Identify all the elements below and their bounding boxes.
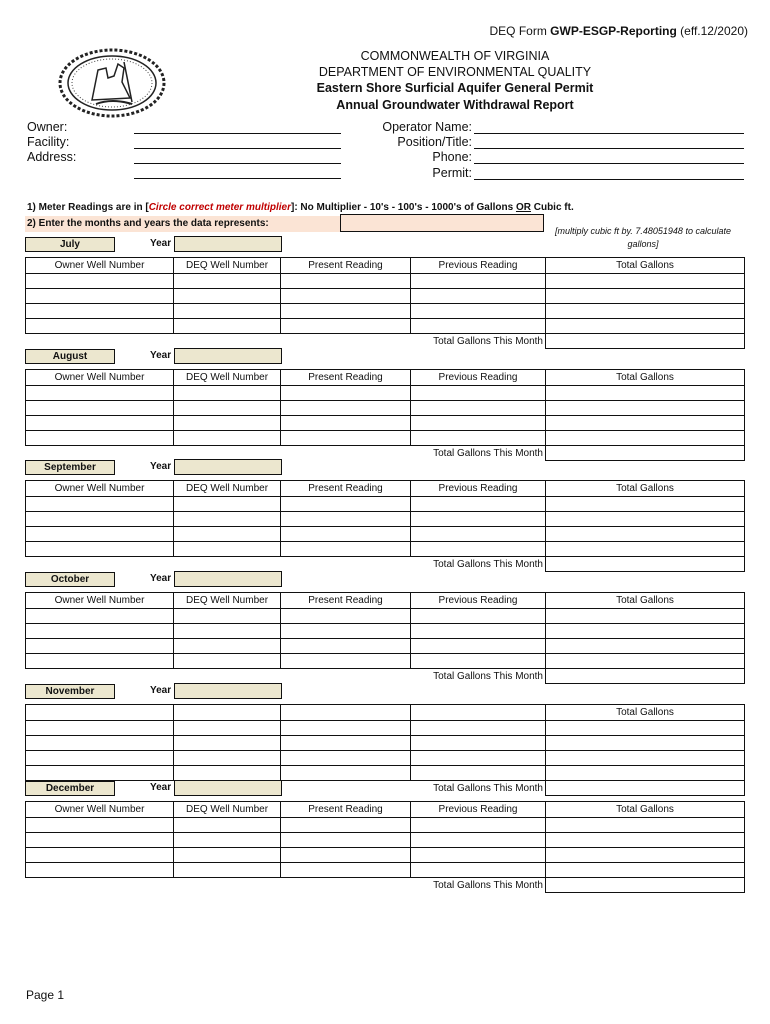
table-cell[interactable]	[281, 416, 411, 431]
table-row	[26, 818, 745, 833]
table-cell[interactable]	[174, 401, 281, 416]
table-cell[interactable]	[26, 818, 174, 833]
table-cell[interactable]	[26, 639, 174, 654]
table-row	[26, 289, 745, 304]
table-cell[interactable]	[411, 624, 546, 639]
column-header	[281, 705, 411, 721]
table-row	[26, 319, 745, 334]
table-cell[interactable]	[174, 304, 281, 319]
table-row	[26, 416, 745, 431]
table-cell[interactable]	[174, 654, 281, 669]
table-cell[interactable]	[546, 818, 745, 833]
column-header	[26, 705, 174, 721]
table-cell[interactable]	[26, 304, 174, 319]
table-cell[interactable]	[26, 863, 174, 878]
table-row	[26, 721, 745, 736]
column-header: Owner Well Number	[26, 370, 174, 386]
table-cell[interactable]	[281, 721, 411, 736]
table-cell[interactable]	[546, 497, 745, 512]
table-cell[interactable]	[26, 431, 174, 446]
year-label: Year	[150, 461, 172, 472]
table-cell[interactable]	[174, 624, 281, 639]
table-cell[interactable]	[546, 431, 745, 446]
year-label: Year	[150, 350, 172, 361]
column-header: DEQ Well Number	[174, 802, 281, 818]
table-cell[interactable]	[411, 401, 546, 416]
table-cell[interactable]	[174, 386, 281, 401]
operator-label: Operator Name:	[382, 120, 472, 134]
month-label: October	[25, 572, 115, 587]
table-cell[interactable]	[26, 542, 174, 557]
facility-field[interactable]	[134, 148, 341, 149]
table-cell[interactable]	[411, 527, 546, 542]
table-row	[26, 431, 745, 446]
table-cell[interactable]	[546, 863, 745, 878]
table-cell[interactable]	[174, 766, 281, 781]
table-row	[26, 497, 745, 512]
table-cell[interactable]	[281, 512, 411, 527]
virginia-seal-icon	[58, 48, 166, 118]
table-cell[interactable]	[26, 274, 174, 289]
total-row	[26, 446, 745, 461]
table-cell[interactable]	[411, 833, 546, 848]
table-row	[26, 624, 745, 639]
total-gallons-input[interactable]	[546, 557, 745, 572]
table-cell[interactable]	[26, 751, 174, 766]
table-cell[interactable]	[26, 319, 174, 334]
column-header: Owner Well Number	[26, 258, 174, 274]
column-header: Present Reading	[281, 593, 411, 609]
table-cell[interactable]	[26, 401, 174, 416]
table-cell[interactable]	[26, 386, 174, 401]
table-cell[interactable]	[411, 497, 546, 512]
months-years-input[interactable]	[340, 214, 544, 232]
year-label: Year	[150, 573, 172, 584]
well-table	[25, 480, 745, 572]
table-cell[interactable]	[281, 274, 411, 289]
year-label: Year	[150, 782, 172, 793]
table-row	[26, 848, 745, 863]
owner-label: Owner:	[27, 120, 68, 134]
cubic-ft-note: [multiply cubic ft by. 7.48051948 to calculate gallons]	[555, 226, 731, 249]
owner-field[interactable]	[134, 133, 341, 134]
table-cell[interactable]	[281, 431, 411, 446]
page-number: Page 1	[26, 988, 65, 1002]
table-cell[interactable]	[281, 751, 411, 766]
table-row	[26, 863, 745, 878]
column-header: Previous Reading	[411, 258, 546, 274]
table-row	[26, 527, 745, 542]
table-cell[interactable]	[411, 512, 546, 527]
table-cell[interactable]	[281, 624, 411, 639]
table-cell[interactable]	[174, 833, 281, 848]
table-cell[interactable]	[281, 863, 411, 878]
table-row	[26, 639, 745, 654]
table-cell[interactable]	[174, 431, 281, 446]
year-input[interactable]	[174, 571, 282, 587]
year-input[interactable]	[174, 236, 282, 252]
table-cell[interactable]	[281, 527, 411, 542]
table-row	[26, 751, 745, 766]
table-row	[26, 766, 745, 781]
year-input[interactable]	[174, 348, 282, 364]
total-gallons-input[interactable]	[546, 334, 745, 349]
table-cell[interactable]	[411, 386, 546, 401]
table-cell[interactable]	[26, 609, 174, 624]
header-line-1: COMMONWEALTH OF VIRGINIA	[360, 49, 550, 63]
total-gallons-label: Total Gallons This Month	[433, 558, 543, 570]
table-row	[26, 736, 745, 751]
table-cell[interactable]	[174, 319, 281, 334]
table-cell[interactable]	[411, 818, 546, 833]
table-cell[interactable]	[26, 527, 174, 542]
column-header: Total Gallons	[546, 593, 745, 609]
total-gallons-input[interactable]	[546, 446, 745, 461]
meter-instruction: 1) Meter Readings are in [Circle correct meter multiplier]: No Multiplier - 10's - 100's - 1000's of Gallons OR Cubic ft.	[27, 202, 574, 213]
table-cell[interactable]	[26, 736, 174, 751]
table-cell[interactable]	[174, 527, 281, 542]
table-header-row	[26, 481, 745, 497]
column-header: Owner Well Number	[26, 593, 174, 609]
table-cell[interactable]	[411, 848, 546, 863]
table-cell[interactable]	[281, 386, 411, 401]
table-cell[interactable]	[411, 542, 546, 557]
column-header: Present Reading	[281, 370, 411, 386]
table-header-row	[26, 370, 745, 386]
table-cell[interactable]	[411, 609, 546, 624]
table-row	[26, 609, 745, 624]
table-row	[26, 542, 745, 557]
table-cell[interactable]	[546, 319, 745, 334]
table-cell[interactable]	[26, 416, 174, 431]
table-cell[interactable]	[174, 609, 281, 624]
table-cell[interactable]	[26, 721, 174, 736]
table-cell[interactable]	[281, 654, 411, 669]
column-header: Previous Reading	[411, 593, 546, 609]
column-header: Present Reading	[281, 481, 411, 497]
total-gallons-label: Total Gallons This Month	[433, 670, 543, 682]
month-label: December	[25, 781, 115, 796]
table-cell[interactable]	[546, 766, 745, 781]
months-instruction: 2) Enter the months and years the data represents:	[27, 218, 269, 229]
total-gallons-label: Total Gallons This Month	[433, 335, 543, 347]
table-cell[interactable]	[26, 624, 174, 639]
year-label: Year	[150, 685, 172, 696]
column-header: DEQ Well Number	[174, 258, 281, 274]
phone-field[interactable]	[474, 163, 744, 164]
table-row	[26, 401, 745, 416]
table-cell[interactable]	[411, 416, 546, 431]
table-cell[interactable]	[174, 274, 281, 289]
table-cell[interactable]	[26, 833, 174, 848]
total-gallons-input[interactable]	[546, 669, 745, 684]
table-cell[interactable]	[281, 639, 411, 654]
table-cell[interactable]	[546, 624, 745, 639]
table-cell[interactable]	[411, 639, 546, 654]
permit-field[interactable]	[474, 179, 744, 180]
table-cell[interactable]	[546, 639, 745, 654]
table-cell[interactable]	[411, 431, 546, 446]
table-cell[interactable]	[174, 512, 281, 527]
table-cell[interactable]	[546, 654, 745, 669]
table-row	[26, 274, 745, 289]
form-id: DEQ Form GWP-ESGP-Reporting (eff.12/2020)	[489, 24, 748, 38]
total-row	[26, 557, 745, 572]
table-cell[interactable]	[546, 833, 745, 848]
column-header: Present Reading	[281, 258, 411, 274]
column-header: Total Gallons	[546, 258, 745, 274]
well-table	[25, 801, 745, 893]
address-label: Address:	[27, 150, 77, 164]
column-header: Owner Well Number	[26, 481, 174, 497]
table-cell[interactable]	[174, 289, 281, 304]
table-cell[interactable]	[174, 721, 281, 736]
table-header-row	[26, 802, 745, 818]
total-row	[26, 669, 745, 684]
table-cell[interactable]	[411, 274, 546, 289]
table-cell[interactable]	[411, 654, 546, 669]
table-cell[interactable]	[174, 416, 281, 431]
year-input[interactable]	[174, 459, 282, 475]
table-cell[interactable]	[26, 497, 174, 512]
table-cell[interactable]	[546, 542, 745, 557]
well-table	[25, 257, 745, 349]
column-header: Previous Reading	[411, 370, 546, 386]
column-header: Total Gallons	[546, 705, 745, 721]
table-cell[interactable]	[281, 766, 411, 781]
table-cell[interactable]	[546, 751, 745, 766]
operator-field[interactable]	[474, 133, 744, 134]
well-table	[25, 704, 745, 796]
table-cell[interactable]	[411, 289, 546, 304]
table-cell[interactable]	[546, 289, 745, 304]
table-row	[26, 304, 745, 319]
table-cell[interactable]	[546, 512, 745, 527]
table-cell[interactable]	[26, 654, 174, 669]
table-cell[interactable]	[281, 736, 411, 751]
column-header: Total Gallons	[546, 370, 745, 386]
position-label: Position/Title:	[397, 135, 472, 149]
total-gallons-label: Total Gallons This Month	[433, 782, 543, 794]
column-header: Total Gallons	[546, 802, 745, 818]
table-cell[interactable]	[281, 848, 411, 863]
address-field-1[interactable]	[134, 163, 341, 164]
table-cell[interactable]	[281, 289, 411, 304]
table-cell[interactable]	[174, 751, 281, 766]
table-row	[26, 512, 745, 527]
table-cell[interactable]	[174, 848, 281, 863]
table-cell[interactable]	[174, 818, 281, 833]
table-cell[interactable]	[546, 609, 745, 624]
month-label: August	[25, 349, 115, 364]
column-header	[174, 705, 281, 721]
column-header: Total Gallons	[546, 481, 745, 497]
total-gallons-input[interactable]	[546, 781, 745, 796]
column-header	[411, 705, 546, 721]
phone-label: Phone:	[432, 150, 472, 164]
table-cell[interactable]	[411, 766, 546, 781]
table-cell[interactable]	[26, 289, 174, 304]
total-row	[26, 334, 745, 349]
month-label: November	[25, 684, 115, 699]
permit-label: Permit:	[432, 166, 472, 180]
column-header: Present Reading	[281, 802, 411, 818]
table-cell[interactable]	[546, 736, 745, 751]
table-cell[interactable]	[546, 401, 745, 416]
column-header: Previous Reading	[411, 481, 546, 497]
table-cell[interactable]	[411, 319, 546, 334]
month-label: July	[25, 237, 115, 252]
table-cell[interactable]	[26, 848, 174, 863]
table-cell[interactable]	[174, 736, 281, 751]
table-cell[interactable]	[411, 721, 546, 736]
table-cell[interactable]	[546, 848, 745, 863]
well-table	[25, 369, 745, 461]
table-row	[26, 654, 745, 669]
well-table	[25, 592, 745, 684]
table-cell[interactable]	[546, 416, 745, 431]
table-cell[interactable]	[281, 833, 411, 848]
table-cell[interactable]	[546, 304, 745, 319]
table-cell[interactable]	[411, 304, 546, 319]
total-gallons-label: Total Gallons This Month	[433, 447, 543, 459]
total-row	[26, 878, 745, 893]
table-cell[interactable]	[281, 609, 411, 624]
column-header: Owner Well Number	[26, 802, 174, 818]
table-cell[interactable]	[26, 766, 174, 781]
table-cell[interactable]	[281, 542, 411, 557]
column-header: DEQ Well Number	[174, 370, 281, 386]
table-cell[interactable]	[546, 386, 745, 401]
header-line-2: DEPARTMENT OF ENVIRONMENTAL QUALITY	[318, 65, 592, 79]
table-row	[26, 386, 745, 401]
header-line-3: Eastern Shore Surficial Aquifer General Permit	[316, 81, 594, 95]
total-gallons-label: Total Gallons This Month	[433, 879, 543, 891]
table-cell[interactable]	[174, 497, 281, 512]
address-field-2[interactable]	[134, 178, 341, 179]
table-cell[interactable]	[281, 401, 411, 416]
table-cell[interactable]	[546, 274, 745, 289]
table-cell[interactable]	[281, 818, 411, 833]
table-cell[interactable]	[281, 497, 411, 512]
table-cell[interactable]	[411, 751, 546, 766]
table-cell[interactable]	[281, 304, 411, 319]
column-header: Previous Reading	[411, 802, 546, 818]
table-cell[interactable]	[174, 639, 281, 654]
table-cell[interactable]	[26, 512, 174, 527]
year-input[interactable]	[174, 780, 282, 796]
year-label: Year	[150, 238, 172, 249]
header-line-4: Annual Groundwater Withdrawal Report	[336, 98, 574, 112]
total-gallons-input[interactable]	[546, 878, 745, 893]
table-cell[interactable]	[174, 542, 281, 557]
position-field[interactable]	[474, 148, 744, 149]
table-cell[interactable]	[411, 863, 546, 878]
table-header-row	[26, 705, 745, 721]
table-cell[interactable]	[281, 319, 411, 334]
year-input[interactable]	[174, 683, 282, 699]
table-cell[interactable]	[546, 527, 745, 542]
total-row	[26, 781, 745, 796]
table-row	[26, 833, 745, 848]
facility-label: Facility:	[27, 135, 70, 149]
month-label: September	[25, 460, 115, 475]
column-header: DEQ Well Number	[174, 593, 281, 609]
table-header-row	[26, 258, 745, 274]
table-cell[interactable]	[546, 721, 745, 736]
table-cell[interactable]	[174, 863, 281, 878]
table-cell[interactable]	[411, 736, 546, 751]
column-header: DEQ Well Number	[174, 481, 281, 497]
table-header-row	[26, 593, 745, 609]
